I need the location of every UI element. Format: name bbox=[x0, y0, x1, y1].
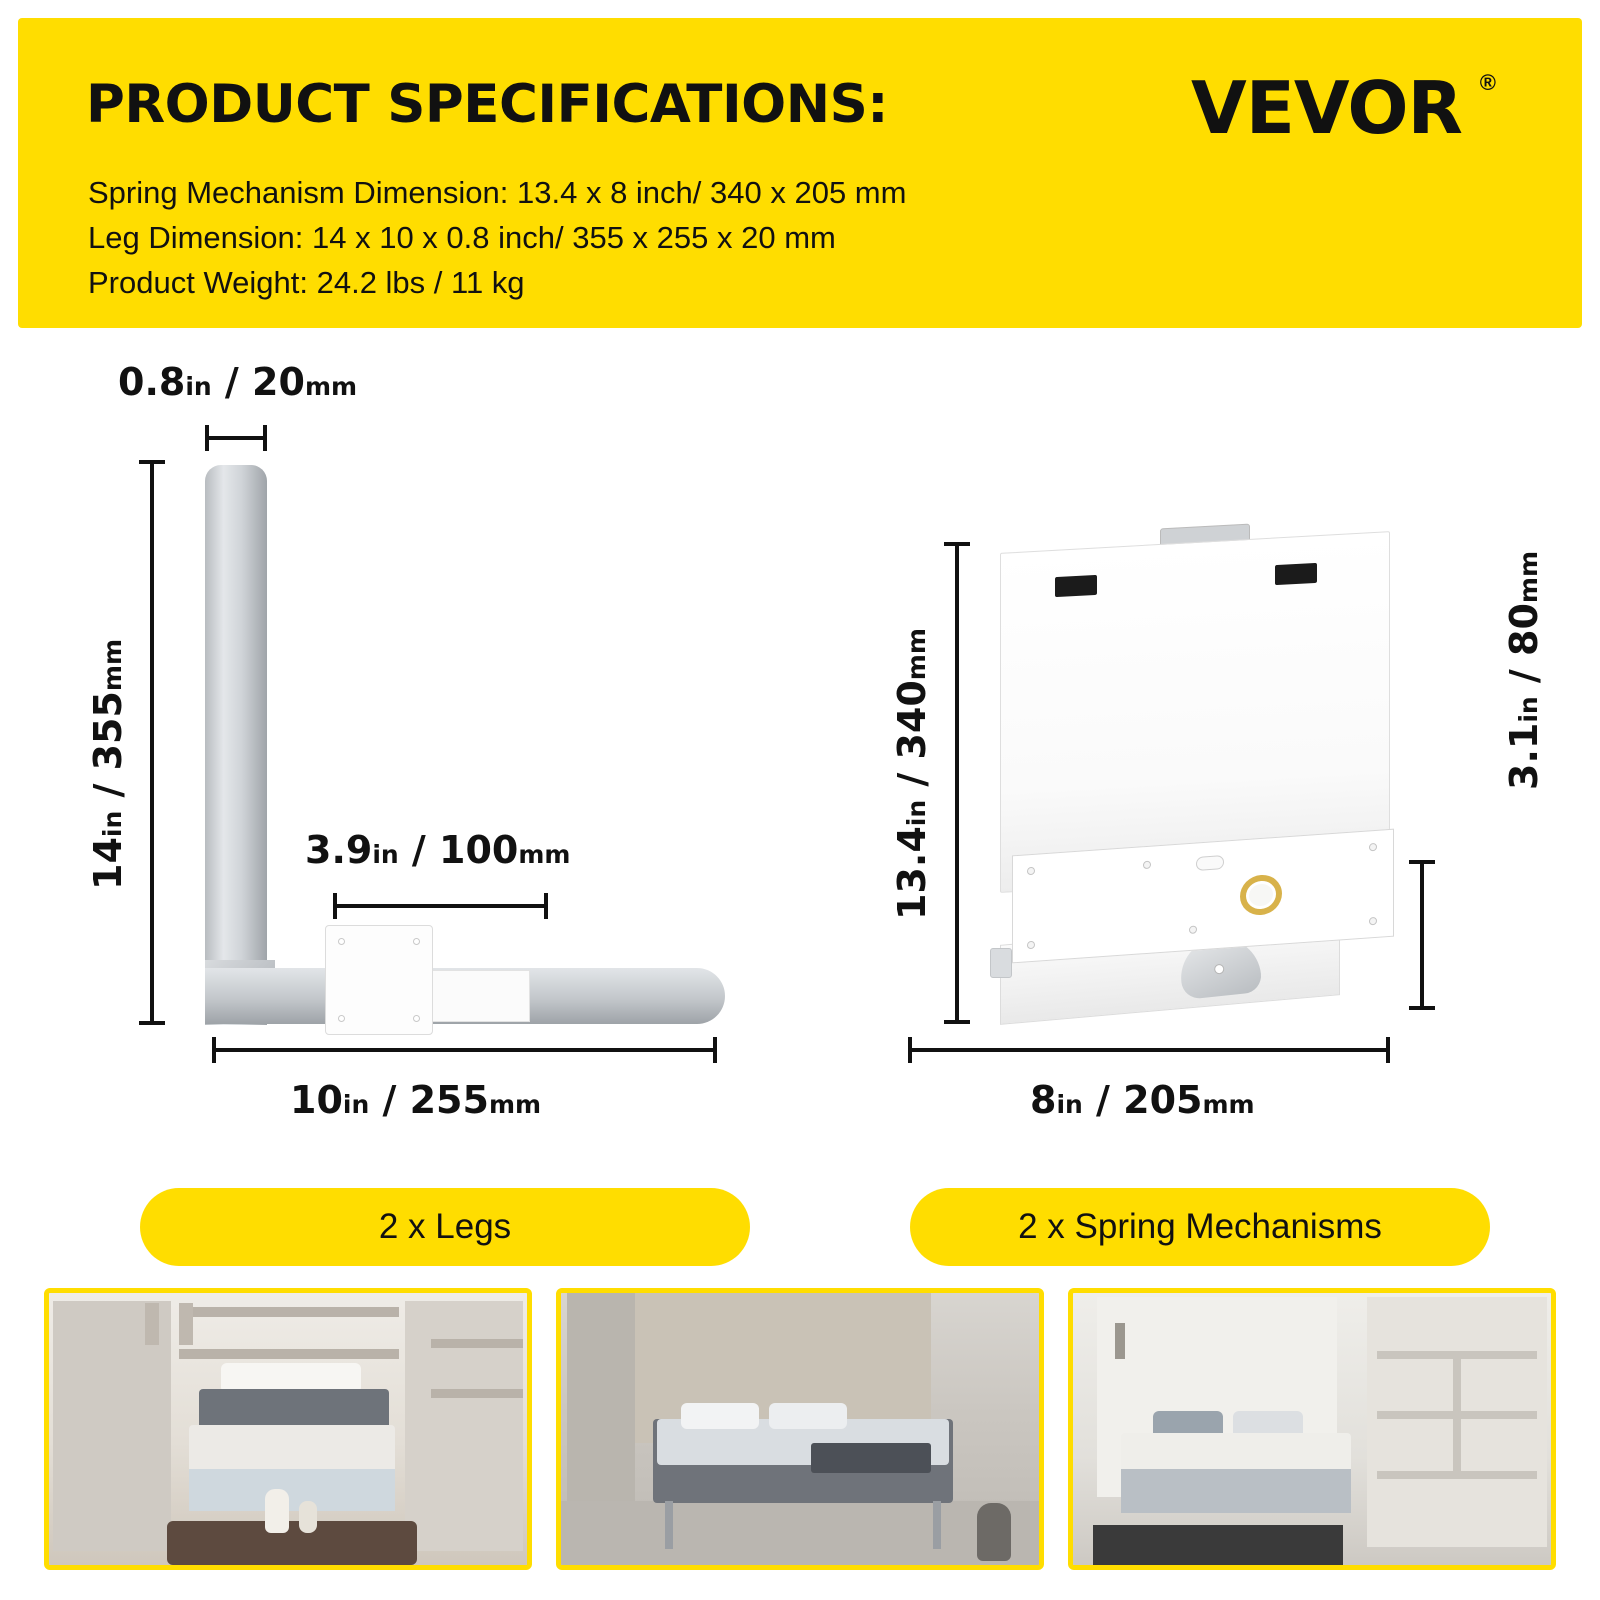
caption-spring-mechanisms bbox=[910, 1188, 1490, 1266]
dim-mechanism-width: 8in / 205mm bbox=[1030, 1078, 1255, 1122]
mechanism-height-line bbox=[955, 542, 959, 1024]
registered-trademark-icon: ® bbox=[1479, 70, 1496, 95]
mechanism-width-cap-left bbox=[908, 1037, 912, 1063]
plate-hole-icon bbox=[413, 1015, 420, 1022]
plate-hole-icon bbox=[413, 938, 420, 945]
dim-leg-height: 14in / 355mm bbox=[86, 638, 130, 890]
leg-length-line bbox=[212, 1048, 717, 1052]
plate-height-cap-top bbox=[1409, 860, 1435, 864]
plate-hole-icon bbox=[1369, 843, 1377, 852]
photo-murphy-bed-open-grey-bedroom bbox=[556, 1288, 1044, 1570]
leg-height-line bbox=[150, 460, 154, 1025]
spec-line-leg: Leg Dimension: 14 x 10 x 0.8 inch/ 355 x 255 x 20 mm bbox=[88, 220, 836, 255]
mechanism-slot-icon bbox=[1055, 575, 1097, 597]
mechanism-side-nub bbox=[990, 948, 1012, 978]
spec-list bbox=[88, 170, 906, 305]
dim-mechanism-height: 13.4in / 340mm bbox=[890, 628, 934, 920]
plate-hole-icon bbox=[1189, 925, 1197, 934]
vevor-logo: VEVOR bbox=[1190, 66, 1462, 150]
mechanism-height-cap-bottom bbox=[944, 1020, 970, 1024]
leg-thickness-line bbox=[205, 436, 267, 440]
plate-hole-icon bbox=[1027, 941, 1035, 950]
dim-leg-thickness: 0.8in / 20mm bbox=[118, 360, 358, 404]
spec-line-spring-mechanism: Spring Mechanism Dimension: 13.4 x 8 inch/ 340 x 205 mm bbox=[88, 175, 907, 210]
mechanism-width-line bbox=[908, 1048, 1390, 1052]
spec-line-weight: Product Weight: 24.2 lbs / 11 kg bbox=[88, 265, 525, 300]
dim-mechanism-plate-height: 3.1in / 80mm bbox=[1502, 550, 1546, 790]
plate-hole-icon bbox=[1143, 861, 1151, 870]
plate-hole-icon bbox=[338, 938, 345, 945]
dim-leg-plate-width: 3.9in / 100mm bbox=[305, 828, 571, 872]
plate-width-cap-right bbox=[544, 893, 548, 919]
leg-mounting-plate bbox=[325, 925, 433, 1035]
page-title: PRODUCT SPECIFICATIONS: bbox=[86, 74, 888, 135]
leg-height-cap-bottom bbox=[139, 1021, 165, 1025]
plate-height-cap-bottom bbox=[1409, 1006, 1435, 1010]
leg-length-cap-left bbox=[212, 1037, 216, 1063]
caption-spring-mechanisms-label: 2 x Spring Mechanisms bbox=[1018, 1207, 1382, 1246]
dim-leg-length: 10in / 255mm bbox=[290, 1078, 542, 1122]
diagram-area bbox=[0, 330, 1600, 1260]
mechanism-oval-slot-icon bbox=[1196, 855, 1224, 871]
mechanism-slot-icon bbox=[1275, 563, 1317, 585]
plate-hole-icon bbox=[1027, 867, 1035, 876]
leg-vertical-arm bbox=[205, 465, 267, 1025]
leg-thickness-cap-right bbox=[263, 425, 267, 451]
application-photo-strip bbox=[44, 1288, 1556, 1570]
photo-murphy-bed-with-shelving-closed-room bbox=[44, 1288, 532, 1570]
caption-legs-label: 2 x Legs bbox=[378, 1207, 512, 1246]
leg-plate-width-line bbox=[333, 904, 548, 908]
mechanism-width-cap-right bbox=[1386, 1037, 1390, 1063]
mechanism-height-cap-top bbox=[944, 542, 970, 546]
leg-height-cap-top bbox=[139, 460, 165, 464]
leg-thickness-cap-left bbox=[205, 425, 209, 451]
leg-length-cap-right bbox=[713, 1037, 717, 1063]
photo-murphy-bed-with-side-storage-unit bbox=[1068, 1288, 1556, 1570]
plate-hole-icon bbox=[1369, 917, 1377, 926]
plate-hole-icon bbox=[338, 1015, 345, 1022]
plate-width-cap-left bbox=[333, 893, 337, 919]
caption-legs bbox=[140, 1188, 750, 1266]
lock-pin-icon bbox=[1214, 964, 1225, 975]
mechanism-plate-height-line bbox=[1420, 860, 1424, 1010]
header-banner bbox=[18, 18, 1582, 328]
